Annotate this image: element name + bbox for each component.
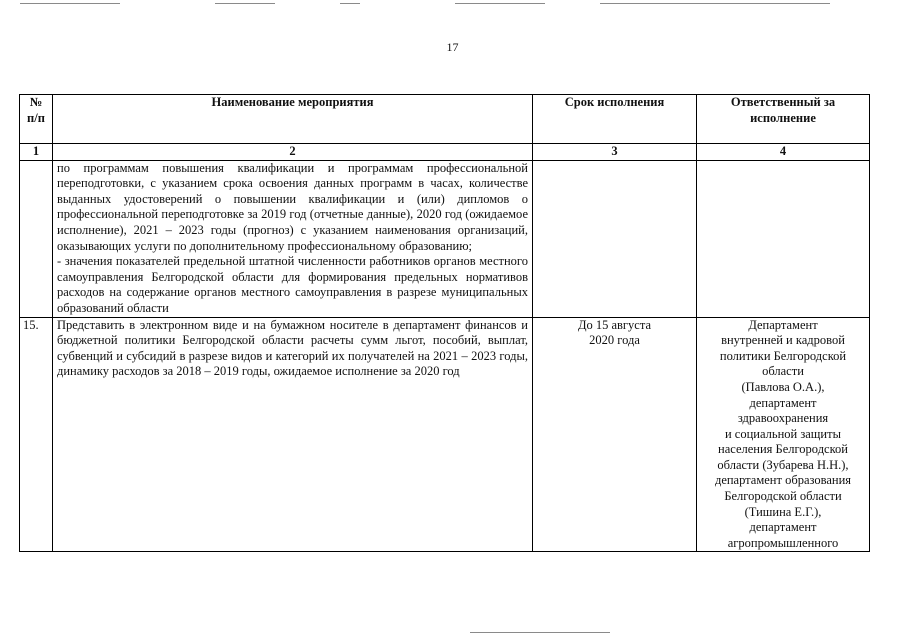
responsible-line: департамент (749, 520, 817, 535)
responsible-line: (Тишина Е.Г.), (744, 504, 822, 519)
responsible-line: (Павлова О.А.), (741, 379, 825, 394)
scan-artifact-line (340, 3, 360, 4)
responsible-line: политики Белгородской (719, 348, 847, 363)
row-deadline-cell (533, 317, 697, 552)
row-num-cell: 15. (20, 317, 53, 552)
row-description-cell: Представить в электронном виде и на бумажном носителе в департамент финансов и бюджетной политики Белгородской области расчеты сумм льгот, пособий, выплат, субвенций и субсидий в разрезе видов и категорий их получателей на 2021 – 2023 годы, динамику расходов за 2018 – 2019 годы, ожидаемое исполнение за 2020 год (53, 317, 533, 552)
column-number: 2 (53, 144, 533, 161)
responsible-line: области (Зубарева Н.Н.), (717, 457, 849, 472)
scan-artifact-line (470, 632, 610, 633)
responsible-line: департамент (749, 395, 817, 410)
continued-paragraph: по программам повышения квалификации и программам профессиональной переподготовки, с указанием срока освоения данных программ в часах, количестве выданных удостоверений о повышении квалификации и (или) дипломов о профессиональной переподготовке за 2019 год (отчетные данные), 2020 год (ожидаемое исполнение), 2021 – 2023 годы (прогноз) с указанием наименования организаций, оказывающих услуги по дополнительному профессиональному образованию; (57, 160, 528, 253)
responsible-line: и социальной защиты (724, 426, 841, 441)
events-table (19, 94, 870, 552)
row-responsible-cell (697, 317, 870, 552)
scan-artifact-line (215, 3, 275, 4)
header-num-label: № п/п (27, 95, 45, 125)
deadline-line: До 15 августа (577, 317, 652, 332)
table-header-row (20, 95, 870, 144)
table-row (20, 160, 870, 317)
header-deadline: Срок исполнения (533, 95, 697, 144)
continued-paragraph: - значения показателей предельной штатной численности работников органов местного самоуправления Белгородской области для формирования предельных нормативов расходов на содержание органов местного самоуправления в разрезе муниципальных образований области (57, 254, 528, 315)
responsible-line: населения Белгородской (718, 442, 848, 457)
responsible-line: области (762, 364, 804, 379)
scan-artifact-line (20, 3, 120, 4)
row-num-cell (20, 160, 53, 317)
responsible-line: Белгородской области (724, 489, 842, 504)
column-number-row (20, 144, 870, 161)
responsible-line: здравоохранения (737, 411, 829, 426)
page-number: 17 (446, 40, 459, 54)
header-responsible: Ответственный за исполнение (697, 95, 870, 144)
row-deadline-cell (533, 160, 697, 317)
responsible-line: внутренней и кадровой (721, 333, 845, 348)
header-name: Наименование мероприятия (53, 95, 533, 144)
responsible-line: агропромышленного (727, 535, 839, 550)
responsible-line: департамент образования (714, 473, 852, 488)
header-num (20, 95, 53, 144)
scan-artifact-line (455, 3, 545, 4)
row-responsible-cell (697, 160, 870, 317)
row-description-cell (53, 160, 533, 317)
table-row (20, 317, 870, 552)
scan-artifact-line (600, 3, 830, 4)
column-number: 1 (20, 144, 53, 161)
column-number: 3 (533, 144, 697, 161)
column-number: 4 (697, 144, 870, 161)
responsible-line: Департамент (748, 317, 818, 332)
deadline-line: 2020 года (589, 333, 640, 348)
